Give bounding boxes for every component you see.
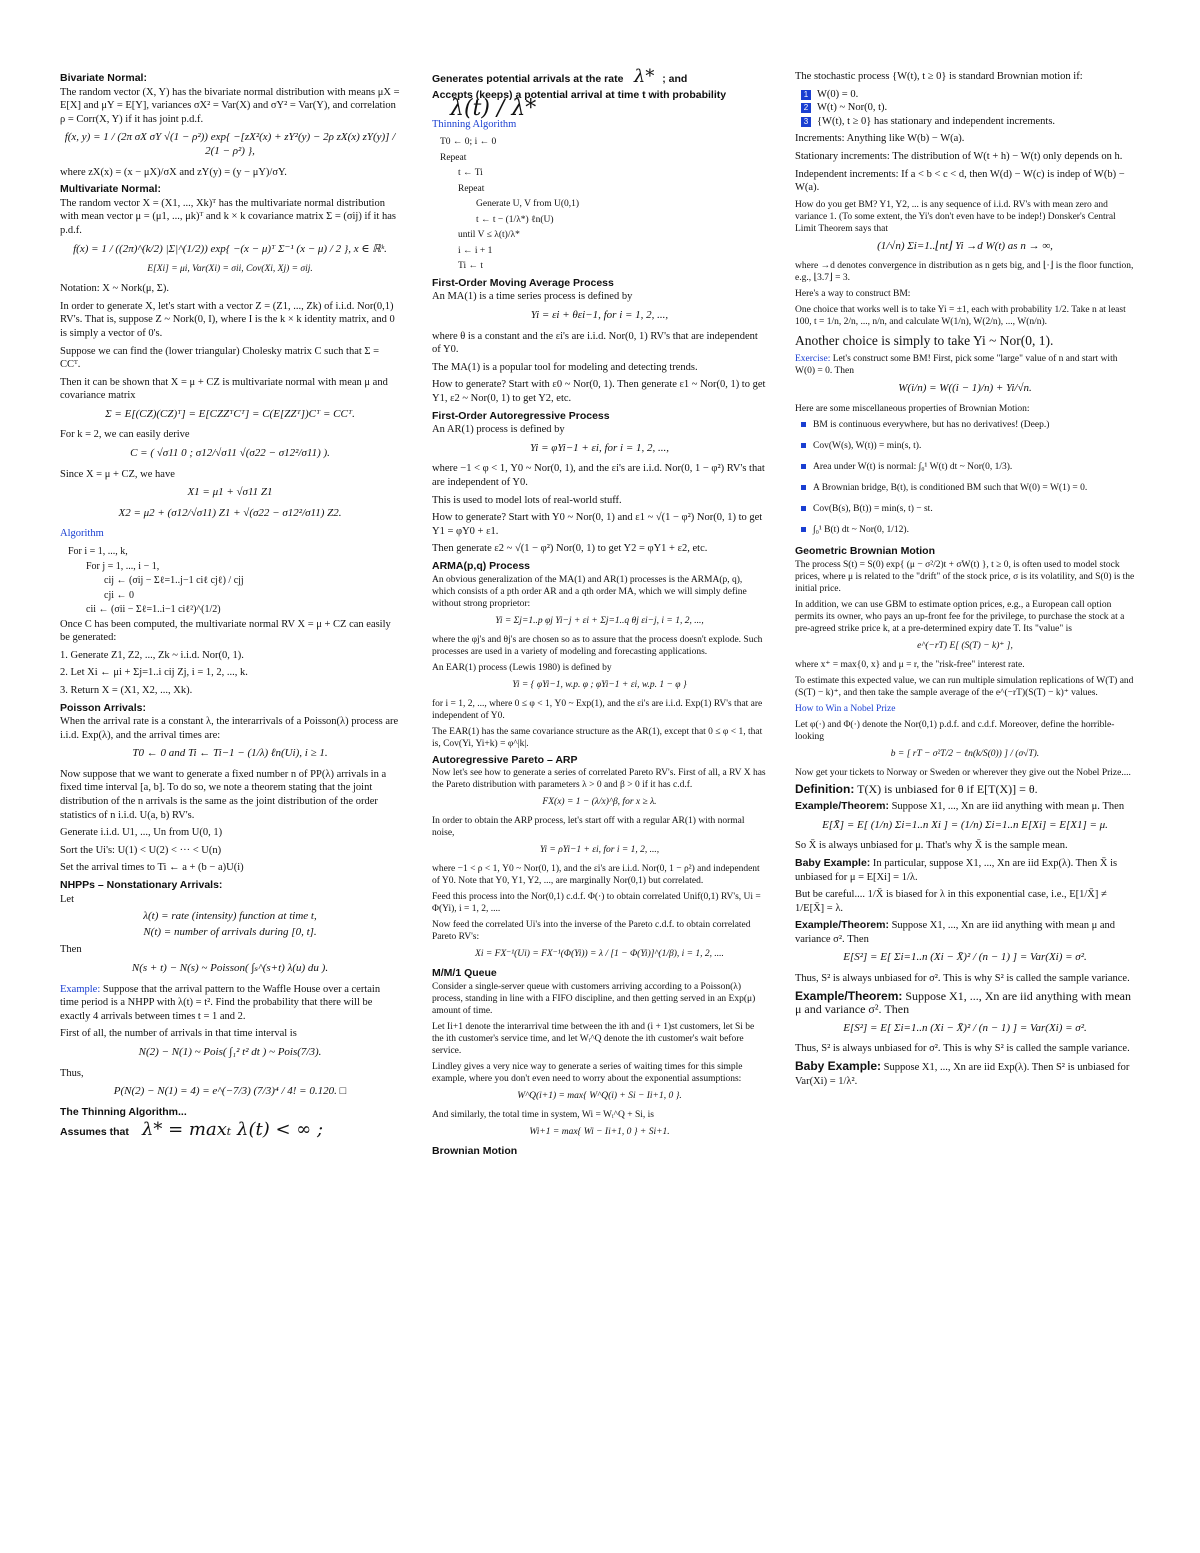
example-theorem-1	[795, 800, 1135, 814]
thin-line: Ti ← t	[458, 261, 483, 272]
number-badge-icon: 2	[801, 103, 811, 113]
bm-choice: One choice that works well is to take Yi = ±1, each with probability 1/2. Take n at least 100, t = 1/n, 2/n, ..., n/n, and calculate W(1/n), W(2/n), ..., W(n/n).	[795, 305, 1126, 328]
thin-line: i ← i + 1	[458, 245, 493, 256]
bm-properties	[801, 419, 1135, 536]
bm-where: where →d denotes convergence in distribution as n gets big, and ⌊·⌋ is the floor function, e.g., ⌊3.7⌋ = 3.	[795, 261, 1134, 284]
bm-property	[801, 482, 1135, 494]
bm-property-text: Area under W(t) is normal: ∫₀¹ W(t) dt ~ Nor(0, 1/3).	[813, 461, 1013, 472]
bm-increments: Increments: Anything like W(b) − W(a).	[795, 133, 965, 145]
bullet-icon	[801, 443, 806, 448]
example-label: Example:	[60, 983, 101, 995]
k2-text: For k = 2, we can easily derive	[60, 429, 190, 441]
arp-text-3: where −1 < ρ < 1, Y0 ~ Nor(0, 1), and the εi's are i.i.d. Nor(0, 1 − ρ²) and independent of Y0. Note that Y0, Y1, Y2, ..., are marginally Nor(0,1) but correlated.	[432, 864, 760, 887]
bm-property-text: A Brownian bridge, B(t), is conditioned BM such that W(0) = W(1) = 0.	[813, 482, 1088, 493]
nhpp-let: Let	[60, 893, 74, 905]
bullet-icon	[801, 464, 806, 469]
bm-way: Here's a way to construct BM:	[795, 289, 911, 300]
ma-text-2: where θ is a constant and the εi's are i.i.d. Nor(0, 1) RV's that are independent of Y0.	[432, 330, 758, 356]
sample-mean-equation: E[X̄] = E[ (1/n) Σi=1..n Xi ] = (1/n) Σi=1..n E[Xi] = E[X1] = μ.	[822, 818, 1108, 831]
brownian-motion-heading: Brownian Motion	[432, 1144, 518, 1157]
example-theorem-2	[795, 919, 1135, 946]
bm-condition	[801, 101, 1135, 115]
gbm-text-4: To estimate this expected value, we can run multiple simulation replications of W(T) and (S(T) − k)⁺, and then take the sample average of the e^(−rT)(S(T) − k)⁺ values.	[795, 675, 1134, 698]
alg-line: For i = 1, ..., k,	[68, 546, 128, 558]
bm-condition	[801, 115, 1135, 129]
baby-example-more: But be careful.... 1/X̄ is biased for λ in this exponential case, i.e., E[1/X̄] ≠ 1/E[X̄] = λ.	[795, 889, 1107, 914]
covariance-equation: Σ = E[(CZ)(CZ)ᵀ] = E[CZZᵀCᵀ] = C(E[ZZᵀ])Cᵀ = CCᵀ.	[105, 407, 355, 420]
column-middle	[432, 66, 767, 1158]
ratio-formula: λ(t) / λ*	[450, 96, 537, 122]
once-text: Once C has been computed, the multivariate normal RV X = μ + CZ can easily be generated:	[60, 618, 391, 644]
algorithm-label: Algorithm	[60, 528, 104, 540]
arma-text-2: where the φj's and θj's are chosen so as to assure that the process doesn't explode. Such processes are used in a variety of modeling and forecasting applications.	[432, 634, 763, 657]
exercise-equation: W(i/n) = W((i − 1)/n) + Yi/√n.	[898, 382, 1032, 395]
gbm-text-2: In addition, we can use GBM to estimate option prices, e.g., a European call option permits its owner, who pays an up-front fee for the privilege, to purchase the stock at a pre-agreed strike price k, at a pre-determined expiry date T. Its "value" is	[795, 599, 1125, 634]
multivariate-normal-heading: Multivariate Normal:	[60, 183, 161, 196]
arp-equation: FX(x) = 1 − (λ/x)^β, for x ≥ λ.	[542, 797, 657, 808]
cholesky-matrix-equation: C = ( √σ11 0 ; σ12/√σ11 √(σ22 − σ12²/σ11) ).	[130, 447, 330, 460]
cholesky-text: Suppose we can find the (lower triangular) Cholesky matrix C such that Σ = CCᵀ.	[60, 345, 380, 371]
bm-definition: The stochastic process {W(t), t ≥ 0} is standard Brownian motion if:	[795, 71, 1083, 82]
shown-text: Then it can be shown that X = μ + CZ is multivariate normal with mean μ and covariance matrix	[60, 376, 388, 402]
bivariate-normal-heading: Bivariate Normal:	[60, 72, 147, 84]
arma-text-1: An obvious generalization of the MA(1) and AR(1) processes is the ARMA(p, q), which consists of a pth order AR and a qth order MA, which we will simply define without strong proprietor:	[432, 574, 747, 609]
bm-condition-text: W(0) = 0.	[817, 88, 859, 100]
arp-equation-3: Xi = FX⁻¹(Ui) = FX⁻¹(Φ(Yi)) = λ / [1 − Φ(Yi)]^(1/β), i = 1, 2, ....	[475, 949, 724, 960]
ear-text-2: for i = 1, 2, ..., where 0 ≤ φ < 1, Y0 ~ Exp(1), and the εi's are i.i.d. Exp(1) RV's that are independent of Y0.	[432, 698, 763, 721]
multivariate-moments: E[Xi] = μi, Var(Xi) = σii, Cov(Xi, Xj) = σij.	[147, 264, 313, 275]
sample-variance-conclusion-2: Thus, S² is always unbiased for σ². This is why S² is called the sample variance.	[795, 1043, 1130, 1055]
ear-equation: Yi = { φYi−1, w.p. φ ; φYi−1 + εi, w.p. 1 − φ }	[512, 679, 687, 690]
step-1: 1. Generate Z1, Z2, ..., Zk ~ i.i.d. Nor(0, 1).	[60, 649, 244, 661]
ma-text-1: An MA(1) is a time series process is defined by	[432, 291, 633, 303]
ma-text-4: How to generate? Start with ε0 ~ Nor(0, 1). Then generate ε1 ~ Nor(0, 1) to get Y1, ε2 ~ Nor(0, 1) to get Y2, etc.	[432, 379, 766, 405]
bullet-icon	[801, 506, 806, 511]
gbm-heading: Geometric Brownian Motion	[795, 544, 936, 557]
exercise-label: Exercise:	[795, 354, 831, 365]
bm-exercise	[795, 353, 1135, 377]
generates-and: ; and	[662, 73, 688, 85]
bm-condition	[801, 88, 1135, 102]
bullet-icon	[801, 485, 806, 490]
thin-line: Generate U, V from U(0,1)	[476, 199, 580, 210]
bivariate-where: where zX(x) = (x − μX)/σX and zY(y) = (y − μY)/σY.	[60, 166, 287, 178]
thin-line: Repeat	[458, 183, 485, 194]
alg-line: cij ← (σij − Σℓ=1..j−1 ciℓ cjℓ) / cjj	[104, 575, 244, 587]
arp-text-4: Feed this process into the Nor(0,1) c.d.f. Φ(·) to obtain correlated Unif(0,1) RV's, Ui = Φ(Yi), i = 1, 2, ....	[432, 892, 761, 915]
donsker-equation: (1/√n) Σi=1..⌊nt⌋ Yi →d W(t) as n → ∞,	[877, 239, 1053, 252]
arma-heading: ARMA(p,q) Process	[432, 559, 531, 572]
alg-line: cji ← 0	[104, 589, 134, 601]
thin-line: t ← t − (1/λ*) ℓn(U)	[476, 214, 554, 225]
definition-label: Definition:	[795, 781, 855, 796]
poisson-heading: Poisson Arrivals:	[60, 701, 146, 714]
nhpp-n-def: N(t) = number of arrivals during [0, t].	[143, 925, 317, 938]
notation-text: Notation: X ~ Nork(μ, Σ).	[60, 283, 169, 295]
x2-equation: X2 = μ2 + (σ12/√σ11) Z1 + √(σ22 − σ12²/σ11) Z2.	[118, 506, 342, 519]
thin-line: t ← Ti	[458, 168, 483, 179]
first-text: First of all, the number of arrivals in that time interval is	[60, 1028, 297, 1040]
arma-equation: Yi = Σj=1..p φj Yi−j + εi + Σj=1..q θj εi−j, i = 1, 2, ...,	[495, 615, 704, 626]
bm-condition-text: W(t) ~ Nor(0, t).	[817, 102, 888, 114]
step-3: 3. Return X = (X1, X2, ..., Xk).	[60, 684, 193, 696]
bm-property	[801, 440, 1135, 452]
example-theorem-3	[795, 990, 1135, 1017]
mm1-text-4: And similarly, the total time in system, Wi = Wᵢ^Q + Si, is	[432, 1109, 654, 1120]
lambda-star: λ*	[633, 66, 655, 87]
column-left	[60, 70, 400, 1140]
cholesky-algorithm	[68, 545, 400, 618]
bm-property-text: Cov(W(s), W(t)) = min(s, t).	[813, 440, 922, 451]
x1-equation: X1 = μ1 + √σ11 Z1	[187, 486, 273, 499]
arp-equation-2: Yi = ρYi−1 + εi, for i = 1, 2, ...,	[539, 845, 660, 856]
ear-text-1: An EAR(1) process (Lewis 1980) is defined by	[432, 662, 612, 673]
poisson-text-1: When the arrival rate is a constant λ, the interarrivals of a Poisson(λ) process are i.i.d. Exp(λ), and the arrival times are:	[60, 716, 399, 741]
definition-paragraph	[795, 783, 1135, 797]
gbm-text-5: Let φ(·) and Φ(·) denote the Nor(0,1) p.d.f. and c.d.f. Moreover, define the horrible-looking	[795, 719, 1115, 742]
bm-property-text: BM is continuous everywhere, but has no derivatives! (Deep.)	[813, 419, 1050, 430]
bm-property-text: Cov(B(s), B(t)) = min(s, t) − st.	[813, 503, 933, 514]
baby-example-text: In particular, suppose X1, ..., Xn are iid Exp(λ). Then X̄ is unbiased for μ = E[Xi] = 1/λ.	[795, 857, 1118, 883]
sample-variance-conclusion: Thus, S² is always unbiased for σ². This is why S² is called the sample variance.	[795, 973, 1130, 985]
example-theorem-text: Suppose X1, ..., Xn are iid anything with mean μ and variance σ². Then	[795, 988, 1132, 1017]
ar-text-1: An AR(1) process is defined by	[432, 424, 565, 436]
nhpp-then: Then	[60, 944, 82, 956]
ar-text-5: Then generate ε2 ~ √(1 − φ²) Nor(0, 1) to get Y2 = φY1 + ε2, etc.	[432, 543, 708, 555]
baby-example-label: Baby Example:	[795, 856, 871, 869]
bm-how: How do you get BM? Y1, Y2, ... is any sequence of i.i.d. RV's with mean zero and variance 1. (To some extent, the Yi's don't even have to be indep!) Donsker's Central Limit Theorem says that	[795, 199, 1116, 234]
column-right	[795, 70, 1135, 1092]
thinning-algorithm	[440, 135, 767, 275]
bm-property	[801, 419, 1135, 431]
bivariate-pdf-equation: f(x, y) = 1 / (2π σX σY √(1 − ρ²)) exp{ −[zX²(x) + zY²(y) − 2ρ zX(x) zY(y)] / 2(1 − ρ²) },	[64, 131, 396, 157]
nhpp-lambda-def: λ(t) = rate (intensity) function at time t,	[143, 910, 317, 923]
nobel-prize-link[interactable]: How to Win a Nobel Prize	[795, 703, 896, 714]
poisson-equation: T0 ← 0 and Ti ← Ti−1 − (1/λ) ℓn(Ui), i ≥ 1.	[132, 747, 328, 760]
bm-misc: Here are some miscellaneous properties of Brownian Motion:	[795, 403, 1030, 414]
baby-example-text: Suppose X1, ..., Xn are iid Exp(λ). Then S² is unbiased for Var(Xi) = 1/λ².	[795, 1062, 1130, 1087]
example-paragraph	[60, 983, 400, 1024]
exercise-text: Let's construct some BM! First, pick some "large" value of n and start with W(0) = 0. Then	[795, 354, 1118, 377]
ar-text-4: How to generate? Start with Y0 ~ Nor(0, 1) and ε1 ~ √(1 − φ²) Nor(0, 1) to get Y1 = φY0 + ε1.	[432, 512, 763, 537]
assumes-line	[60, 1119, 400, 1141]
mm1-text-1: Consider a single-server queue with customers arriving according to a Poisson(λ) process, standing in line with a FIFO discipline, and then getting served in an Exp(μ) amount of time.	[432, 981, 756, 1016]
first-equation: N(2) − N(1) ~ Pois( ∫₁² t² dt ) ~ Pois(7/3).	[138, 1045, 322, 1058]
mm1-text-2: Let Ii+1 denote the interarrival time between the ith and (i + 1)st customers, let Si be the ith customer's service time, and let Wᵢ^Q denote the ith customer's wait before service.	[432, 1021, 755, 1056]
accepts-text: Accepts (keeps) a potential arrival at time t with probability	[432, 88, 727, 101]
example-theorem-label: Example/Theorem:	[795, 988, 903, 1003]
nhpp-heading: NHPPs – Nonstationary Arrivals:	[60, 879, 223, 892]
gbm-equation-2: b = [ rT − σ²T/2 − ℓn(k/S(0)) ] / (σ√T).	[890, 748, 1040, 759]
thin-line: T0 ← 0; i ← 0	[440, 137, 497, 148]
bm-another-choice: Another choice is simply to take Yi ~ Nor(0, 1).	[795, 333, 1054, 349]
mm1-heading: M/M/1 Queue	[432, 967, 497, 980]
multivariate-definition: The random vector X = (X1, ..., Xk)ᵀ has the multivariate normal distribution with mean vector μ = (μ1, ..., μk)ᵀ and k × k covariance matrix Σ = (σij) if it has p.d.f.	[60, 197, 396, 236]
thin-line: until V ≤ λ(t)/λ*	[458, 230, 520, 241]
example-theorem-label: Example/Theorem:	[795, 919, 889, 932]
ear-text-3: The EAR(1) has the same covariance structure as the AR(1), except that 0 ≤ φ < 1, that is, Cov(Yi, Yi+k) = φ^|k|.	[432, 726, 763, 749]
sample-variance-equation: E[S²] = E[ Σi=1..n (Xi − X̄)² / (n − 1) ] = Var(Xi) = σ².	[843, 951, 1087, 964]
bm-conditions	[801, 88, 1135, 129]
alg-line: For j = 1, ..., i − 1,	[86, 560, 160, 572]
example-theorem-text: Suppose X1, ..., Xn are iid anything with mean μ. Then	[891, 801, 1125, 813]
thin-line: Repeat	[440, 152, 467, 163]
baby-example-label: Baby Example:	[795, 1059, 882, 1074]
assumes-label: Assumes that	[60, 1126, 129, 1139]
step-2: 2. Let Xi ← μi + Σj=1..i cij Zj, i = 1, 2, ..., k.	[60, 667, 248, 679]
number-badge-icon: 3	[801, 117, 811, 127]
generates-line	[432, 66, 767, 87]
mm1-text-3: Lindley gives a very nice way to generate a series of waiting times for this simple example, where you don't even need to worry about the exponential assumptions:	[432, 1061, 743, 1084]
probability-equation: P(N(2) − N(1) = 4) = e^(−7/3) (7/3)⁴ / 4! = 0.120. □	[113, 1085, 347, 1098]
multivariate-pdf-equation: f(x) = 1 / ((2π)^(k/2) |Σ|^(1/2)) exp{ −(x − μ)ᵀ Σ⁻¹ (x − μ) / 2 }, x ∈ ℝᵏ.	[73, 242, 387, 255]
nhpp-equation: N(s + t) − N(s) ~ Poisson( ∫ₛ^(s+t) λ(u) du ).	[131, 962, 329, 974]
arp-text-2: In order to obtain the ARP process, let's start off with a regular AR(1) with normal noise,	[432, 816, 745, 839]
generates-text: Generates potential arrivals at the rate	[432, 73, 624, 85]
baby-example-1	[795, 857, 1135, 884]
bm-property	[801, 461, 1135, 473]
poisson-generate: Generate i.i.d. U1, ..., Un from U(0, 1)	[60, 827, 223, 839]
number-badge-icon: 1	[801, 90, 811, 100]
baby-example-2	[795, 1060, 1135, 1088]
ma-heading: First-Order Moving Average Process	[432, 276, 614, 289]
bm-stationary: Stationary increments: The distribution of W(t + h) − W(t) only depends on h.	[795, 150, 1123, 162]
bullet-icon	[801, 527, 806, 532]
arp-text-1: Now let's see how to generate a series of correlated Pareto RV's. First of all, a RV X has the Pareto distribution with parameters λ > 0 and β > 0 if it has c.d.f.	[432, 768, 766, 791]
bm-independent: Independent increments: If a < b < c < d, then W(d) − W(c) is indep of W(b) − W(a).	[795, 168, 1125, 194]
gbm-text-6: Now get your tickets to Norway or Sweden or wherever they give out the Nobel Prize....	[795, 767, 1131, 778]
bm-condition-text: {W(t), t ≥ 0} has stationary and independent increments.	[817, 115, 1056, 127]
ma-equation: Yi = εi + θεi−1, for i = 1, 2, ...,	[530, 309, 669, 322]
ma-text-3: The MA(1) is a popular tool for modeling and detecting trends.	[432, 361, 698, 373]
since-text: Since X = μ + CZ, we have	[60, 468, 175, 480]
bm-property	[801, 503, 1135, 515]
sample-variance-equation-2: E[S²] = E[ Σi=1..n (Xi − X̄)² / (n − 1) ] = Var(Xi) = σ².	[843, 1021, 1087, 1034]
poisson-set: Set the arrival times to Ti ← a + (b − a)U(i)	[60, 862, 244, 874]
definition-text: T(X) is unbiased for θ if E[T(X)] = θ.	[857, 781, 1038, 796]
mm1-equation-2: Wi+1 = max{ Wi − Ii+1, 0 } + Si+1.	[529, 1126, 670, 1137]
gbm-text-3: where x⁺ = max{0, x} and μ = r, the "risk-free" interest rate.	[795, 659, 1025, 670]
poisson-text-2: Now suppose that we want to generate a fixed number n of PP(λ) arrivals in a fixed time interval [a, b]. To do so, we note a theorem stating that the joint distribution of the n arrivals is the same as the joint distribution of the order statistics of n i.i.d. U(a, b) RV's.	[60, 768, 387, 821]
poisson-sort: Sort the Ui's: U(1) < U(2) < ··· < U(n)	[60, 844, 222, 856]
bm-property	[801, 524, 1135, 536]
example-theorem-label: Example/Theorem:	[795, 800, 889, 813]
thus-text: Thus,	[60, 1067, 84, 1079]
example-theorem-text: Suppose X1, ..., Xn are iid anything with mean μ and variance σ². Then	[795, 920, 1116, 945]
arp-text-5: Now feed the correlated Ui's into the inverse of the Pareto c.d.f. to obtain correlated Pareto RV's:	[432, 920, 751, 943]
thinning-heading: The Thinning Algorithm...	[60, 1105, 187, 1118]
mm1-equation-1: W^Q(i+1) = max{ W^Q(i) + Si − Ii+1, 0 }.	[517, 1090, 682, 1101]
thinning-algorithm-label: Thinning Algorithm	[432, 118, 517, 130]
bm-property-text: ∫₀¹ B(t) dt ~ Nor(0, 1/12).	[813, 524, 909, 535]
gbm-text-1: The process S(t) = S(0) exp{ (μ − σ²/2)t + σW(t) }, t ≥ 0, is often used to model stock prices, where μ is related to the "drift" of the stock price, σ is its volatility, and S(0) is the initial price.	[795, 559, 1135, 594]
sample-mean-conclusion: So X̄ is always unbiased for μ. That's why X̄ is the sample mean.	[795, 840, 1068, 852]
arp-heading: Autoregressive Pareto – ARP	[432, 753, 578, 766]
generate-text: In order to generate X, let's start with a vector Z = (Z1, ..., Zk) of i.i.d. Nor(0,1) RV's. That is, suppose Z ~ Nork(0, I), where I is the k × k identity matrix, and 0 is simply a vector of 0's.	[60, 300, 395, 339]
alg-line: cii ← (σii − Σℓ=1..i−1 ciℓ²)^(1/2)	[86, 604, 221, 616]
bullet-icon	[801, 422, 806, 427]
gbm-equation: e^(−rT) E[ (S(T) − k)⁺ ],	[917, 640, 1013, 651]
assumes-equation: λ* = maxₜ λ(t) < ∞ ;	[141, 1119, 324, 1141]
bivariate-definition: The random vector (X, Y) has the bivariate normal distribution with means μX = E[X] and μY = E[Y], variances σX² = Var(X) and σY² = Var(Y), and correlation ρ = Corr(X, Y) if it has joint p.d.f.	[60, 86, 400, 125]
ar-text-2: where −1 < φ < 1, Y0 ~ Nor(0, 1), and the εi's are i.i.d. Nor(0, 1 − φ²) RV's that are independent of Y0.	[432, 463, 765, 488]
example-text: Suppose that the arrival pattern to the Waffle House over a certain time period is a NHPP with λ(t) = t². Find the probability that there will be exactly 4 arrivals between times t = 1 and 2.	[60, 983, 381, 1022]
ar-text-3: This is used to model lots of real-world stuff.	[432, 494, 622, 506]
ar-equation: Yi = φYi−1 + εi, for i = 1, 2, ...,	[529, 441, 670, 454]
ar-heading: First-Order Autoregressive Process	[432, 409, 610, 422]
